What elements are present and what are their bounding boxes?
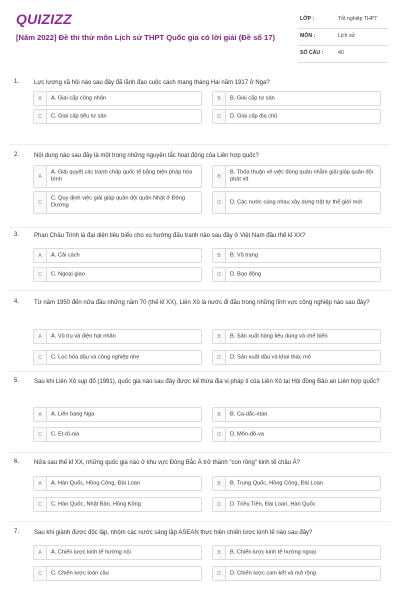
option-letter: B (213, 546, 226, 559)
question-text: Sau khi Liên Xô sụp đổ (1991), quốc gia nào sau đây được kế thừa địa vị pháp lí của Liên Xô tại Hội đồng Bảo an Liên hợp quốc? (34, 379, 380, 385)
meta-value: Lịch sử (338, 33, 356, 39)
page-header (0, 0, 400, 66)
option-letter: A (34, 477, 47, 490)
answer-option-a[interactable] (33, 407, 202, 422)
option-text: D. Chiến lược cam kết và mở rộng (230, 569, 317, 576)
question-number: 7. (14, 529, 20, 535)
answer-option-c[interactable] (33, 267, 202, 282)
answer-option-a[interactable] (33, 91, 202, 106)
question-divider (10, 371, 390, 372)
answer-option-d[interactable] (212, 267, 381, 282)
option-text: B. Vũ trang (230, 251, 258, 258)
option-letter: B (213, 330, 226, 343)
option-text: B. Trung Quốc, Hồng Công, Đài Loan (230, 479, 323, 486)
option-text: D. Môn-đô-va (230, 430, 264, 437)
question-text: Phan Châu Trinh là đại diện tiêu biểu cho xu hướng đấu tranh nào sau đây ở Việt Nam đầu thế kỉ XX? (34, 233, 306, 239)
meta-key: MÔN : (300, 33, 316, 39)
option-text: A. Giải quyết các tranh chấp quốc tế bằng biện pháp hòa bình (51, 169, 193, 183)
option-text: B. Giai cấp tư sản (230, 94, 275, 101)
question-divider (10, 144, 390, 145)
meta-key: SỐ CÂU : (300, 50, 324, 56)
option-letter: D (213, 428, 226, 441)
option-text: C. Et-tô-nia (51, 430, 80, 437)
option-text: B. Chiến lược kinh tế hướng ngoại (230, 548, 317, 555)
answer-option-d[interactable] (212, 497, 381, 512)
option-letter: D (213, 567, 226, 580)
answer-option-a[interactable] (33, 476, 202, 491)
answer-option-b[interactable] (212, 407, 381, 422)
option-letter: B (213, 477, 226, 490)
option-letter: B (213, 166, 226, 187)
answer-option-c[interactable] (33, 109, 202, 124)
option-letter: C (34, 192, 47, 213)
option-letter: A (34, 166, 47, 187)
option-text: C. Quy định việc giải giáp quân đội quân Nhật ở Đông Dương (51, 195, 185, 209)
meta-table (298, 12, 388, 63)
question-number: 1. (14, 79, 20, 85)
answer-option-b[interactable] (212, 91, 381, 106)
answer-option-c[interactable] (33, 191, 202, 214)
answer-option-a[interactable] (33, 248, 202, 263)
option-letter: C (34, 567, 47, 580)
option-text: D. Bạo động (230, 270, 262, 277)
option-text: A. Hàn Quốc, Hồng Công, Đài Loan (51, 479, 140, 486)
answer-option-a[interactable] (33, 545, 202, 560)
option-text: C. Hàn Quốc, Nhật Bản, Hồng Kông (51, 500, 141, 507)
option-text: D. Các nước cùng nhau xây dựng trật tự thế giới mới (230, 198, 363, 205)
option-text: C. Giai cấp tiểu tư sản (51, 112, 107, 119)
option-letter: D (213, 110, 226, 123)
question-number: 4. (14, 299, 20, 305)
meta-row-subject (298, 29, 388, 46)
answer-option-b[interactable] (212, 165, 381, 188)
question-text: Từ năm 1950 đến nửa đầu những năm 70 (thế kỉ XX), Liên Xô là nước đi đầu trong những lĩnh vực công nghiệp nào sau đây? (34, 300, 370, 306)
answer-option-a[interactable] (33, 165, 202, 188)
option-text: D. Triều Tiên, Đài Loan, Hàn Quốc (230, 500, 316, 507)
meta-value: Tốt nghiệp THPT (338, 16, 378, 22)
option-letter: B (213, 408, 226, 421)
option-letter: A (34, 249, 47, 262)
option-text: C. Ngoại giao (51, 270, 85, 277)
question-number: 2. (14, 152, 20, 158)
meta-row-question-count (298, 46, 388, 63)
option-letter: D (213, 351, 226, 364)
answer-option-c[interactable] (33, 350, 202, 365)
answer-option-d[interactable] (212, 191, 381, 214)
answer-option-d[interactable] (212, 566, 381, 581)
option-text: D. Sản xuất dầu và khai thác mỏ (230, 353, 311, 360)
answer-option-b[interactable] (212, 248, 381, 263)
option-text: A. Cải cách (51, 251, 80, 258)
option-text: C. Lọc hóa dầu và công nghiệp nhẹ (51, 353, 140, 360)
question-text: Nửa sau thế kỉ XX, những quốc gia nào ở khu vực Đông Bắc Á trở thành "con rồng" kinh tế châu Á? (34, 460, 300, 466)
question-text: Sau khi giành được độc lập, nhóm các nước sáng lập ASEAN thực hiện chiến lược kinh tế nào sau đây? (34, 530, 313, 536)
option-letter: A (34, 546, 47, 559)
question-text: Nội dung nào sau đây là một trong những nguyên tắc hoạt động của Liên hợp quốc? (34, 153, 259, 159)
option-letter: D (213, 192, 226, 213)
option-text: A. Vũ trụ và điện hạt nhân (51, 332, 116, 339)
option-letter: A (34, 92, 47, 105)
answer-option-d[interactable] (212, 109, 381, 124)
option-text: A. Chiến lược kinh tế hướng nội (51, 548, 131, 555)
option-letter: B (213, 92, 226, 105)
option-letter: A (34, 330, 47, 343)
quizizz-logo: QUIZIZZ (16, 11, 72, 27)
question-divider (10, 452, 390, 453)
answer-option-b[interactable] (212, 545, 381, 560)
answer-option-b[interactable] (212, 329, 381, 344)
question-text: Lực lượng xã hội nào sau đây đã lãnh đạo cuộc cách mạng tháng Hai năm 1917 ở Nga? (34, 80, 270, 86)
answer-option-d[interactable] (212, 350, 381, 365)
meta-value: 40 (338, 50, 344, 56)
option-letter: B (213, 249, 226, 262)
answer-option-c[interactable] (33, 566, 202, 581)
option-letter: D (213, 498, 226, 511)
option-text: A. Liên bang Nga (51, 410, 95, 417)
option-text: C. Chiến lược toàn cầu (51, 569, 109, 576)
option-text: B. Ca-dắc-xtan (230, 410, 268, 417)
question-number: 6. (14, 459, 20, 465)
document-title: [Năm 2022] Đề thi thử môn Lịch sử THPT Quốc gia có lời giải (Đề số 17) (16, 33, 276, 42)
option-letter: C (34, 268, 47, 281)
question-number: 3. (14, 232, 20, 238)
option-letter: A (34, 408, 47, 421)
question-number: 5. (14, 378, 20, 384)
option-text: B. Sản xuất hàng tiêu dùng và chế biến (230, 332, 328, 339)
option-letter: D (213, 268, 226, 281)
option-letter: C (34, 351, 47, 364)
meta-key: LỚP : (300, 16, 315, 22)
answer-option-a[interactable] (33, 329, 202, 344)
option-letter: C (34, 498, 47, 511)
question-divider (10, 290, 390, 291)
option-letter: C (34, 110, 47, 123)
answer-option-b[interactable] (212, 476, 381, 491)
answer-option-c[interactable] (33, 497, 202, 512)
meta-row-class (298, 12, 388, 29)
option-text: A. Giai cấp công nhân (51, 94, 107, 101)
option-text: B. Thỏa thuận về việc đóng quân nhằm giải giáp quân đội phát xít (230, 169, 373, 183)
question-divider (10, 227, 390, 228)
option-letter: C (34, 428, 47, 441)
answer-option-d[interactable] (212, 427, 381, 442)
option-text: D. Giai cấp địa chủ (230, 112, 278, 119)
question-divider (10, 521, 390, 522)
answer-option-c[interactable] (33, 427, 202, 442)
